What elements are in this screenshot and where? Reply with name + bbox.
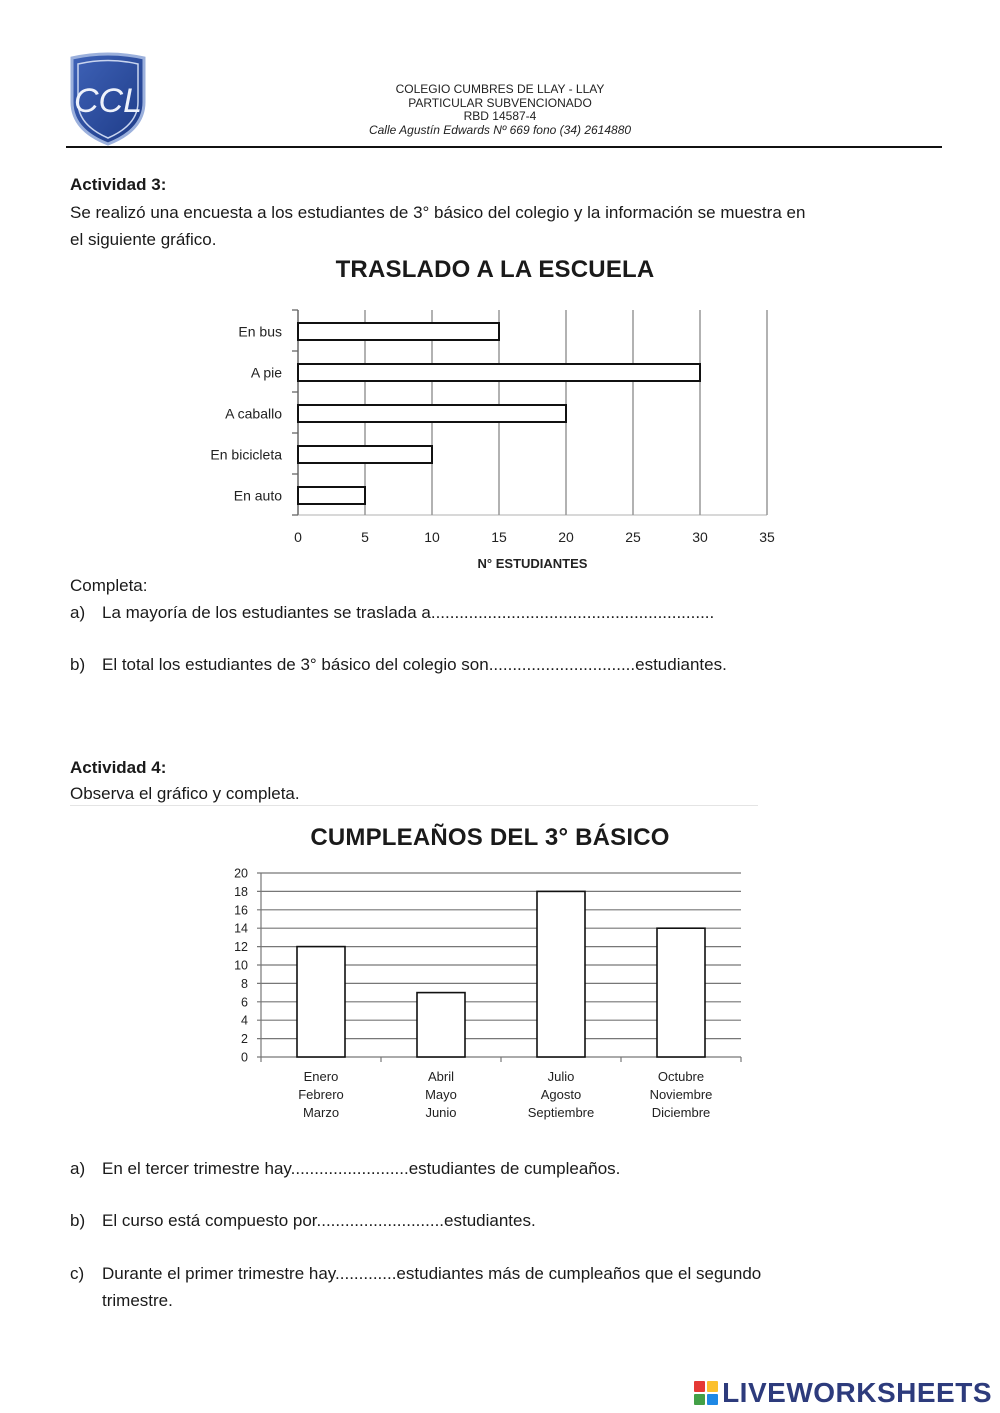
y-tick-label: 6 xyxy=(241,995,248,1010)
bar-abril xyxy=(417,993,465,1057)
y-tick-label: 20 xyxy=(234,866,248,881)
school-type: PARTICULAR SUBVENCIONADO xyxy=(408,95,592,110)
y-tick-label: 10 xyxy=(234,958,248,973)
activity-4-question-c xyxy=(70,1260,761,1314)
y-category-label: En bus xyxy=(238,323,282,340)
x-tick-label: 30 xyxy=(692,529,708,545)
bar-en-auto xyxy=(298,487,365,504)
bar-a-caballo xyxy=(298,405,566,422)
chart-2-cumpleanos xyxy=(200,860,770,1130)
x-category-label: Noviembre xyxy=(649,1087,713,1102)
question-text-continued: trimestre. xyxy=(102,1291,173,1310)
school-address: Calle Agustín Edwards Nº 669 fono (34) 2614880 xyxy=(368,122,632,137)
question-label: b) xyxy=(70,655,86,674)
watermark-text: LIVEWORKSHEETS xyxy=(722,1377,992,1408)
liveworksheets-watermark xyxy=(694,1376,992,1410)
bar-en-bus xyxy=(298,323,499,340)
x-tick-label: 35 xyxy=(759,529,775,545)
x-category-label: Febrero xyxy=(298,1087,344,1102)
activity-3-question-a xyxy=(70,599,714,626)
x-tick-label: 5 xyxy=(361,529,369,545)
y-category-label: En bicicleta xyxy=(210,446,282,463)
x-tick-label: 15 xyxy=(491,529,507,545)
question-text: La mayoría de los estudiantes se traslada a............................................................ xyxy=(102,603,715,622)
liveworksheets-logo-icon xyxy=(694,1381,718,1405)
question-label: b) xyxy=(70,1211,86,1230)
x-category-label: Diciembre xyxy=(651,1105,711,1120)
question-text: El curso está compuesto por...........................estudiantes. xyxy=(102,1211,536,1230)
x-tick-label: 20 xyxy=(558,529,574,545)
question-label: a) xyxy=(70,603,86,622)
activity-4-intro: Observa el gráfico y completa. xyxy=(70,784,300,803)
x-category-label: Julio xyxy=(547,1069,575,1084)
chart-1-title: TRASLADO A LA ESCUELA xyxy=(335,256,655,283)
y-tick-label: 14 xyxy=(234,921,248,936)
x-tick-label: 25 xyxy=(625,529,641,545)
activity-4-question-a xyxy=(70,1155,620,1182)
question-text: Durante el primer trimestre hay.............estudiantes más de cumpleaños que el segundo xyxy=(102,1264,762,1283)
x-category-label: Agosto xyxy=(540,1087,582,1102)
shield-icon xyxy=(66,52,150,148)
y-tick-label: 8 xyxy=(241,976,248,991)
activity-4-title: Actividad 4: xyxy=(70,758,167,777)
x-category-label: Junio xyxy=(425,1105,457,1120)
complete-label: Completa: xyxy=(70,576,148,595)
school-name: COLEGIO CUMBRES DE LLAY - LLAY xyxy=(395,82,605,96)
x-category-label: Enero xyxy=(303,1069,339,1084)
y-tick-label: 12 xyxy=(234,940,248,955)
activity-3-intro-line-1: Se realizó una encuesta a los estudiantes de 3° básico del colegio y la información se muestra en xyxy=(70,203,806,222)
x-tick-label: 10 xyxy=(424,529,440,545)
x-category-label: Abril xyxy=(427,1069,455,1084)
x-category-label: Mayo xyxy=(425,1087,457,1102)
activity-3-intro xyxy=(70,199,950,253)
bar-julio xyxy=(537,891,585,1057)
question-text: El total los estudiantes de 3° básico del colegio son...............................estudiantes. xyxy=(102,655,727,674)
activity-3-intro-line-2: el siguiente gráfico. xyxy=(70,230,217,249)
question-label: a) xyxy=(70,1159,86,1178)
bar-octubre xyxy=(657,928,705,1057)
chart-1-traslado xyxy=(190,300,810,580)
y-tick-label: 16 xyxy=(234,903,248,918)
bar-a-pie xyxy=(298,364,700,381)
x-axis-label: N° ESTUDIANTES xyxy=(477,556,588,571)
y-tick-label: 18 xyxy=(234,884,248,899)
y-category-label: A pie xyxy=(250,364,282,381)
y-tick-label: 2 xyxy=(241,1032,248,1047)
header-divider xyxy=(66,146,942,148)
question-label: c) xyxy=(70,1264,85,1283)
bar-enero xyxy=(297,947,345,1057)
logo-monogram: CCL xyxy=(73,82,143,120)
activity-4-divider xyxy=(70,805,758,806)
school-header xyxy=(300,83,700,137)
x-category-label: Marzo xyxy=(302,1105,340,1120)
activity-3-title: Actividad 3: xyxy=(70,175,167,194)
bar-en-bicicleta xyxy=(298,446,432,463)
y-category-label: A caballo xyxy=(225,405,282,422)
y-category-label: En auto xyxy=(233,487,282,504)
chart-2-title: CUMPLEAÑOS DEL 3° BÁSICO xyxy=(310,824,670,851)
y-tick-label: 0 xyxy=(241,1050,248,1065)
activity-4-question-b xyxy=(70,1207,536,1234)
x-tick-label: 0 xyxy=(294,529,302,545)
x-category-label: Septiembre xyxy=(527,1105,595,1120)
question-text: En el tercer trimestre hay.........................estudiantes de cumpleaños. xyxy=(102,1159,621,1178)
activity-3-question-b xyxy=(70,651,727,678)
x-category-label: Octubre xyxy=(657,1069,705,1084)
school-rbd: RBD 14587-4 xyxy=(463,109,537,123)
y-tick-label: 4 xyxy=(241,1013,248,1028)
school-logo xyxy=(66,52,150,148)
